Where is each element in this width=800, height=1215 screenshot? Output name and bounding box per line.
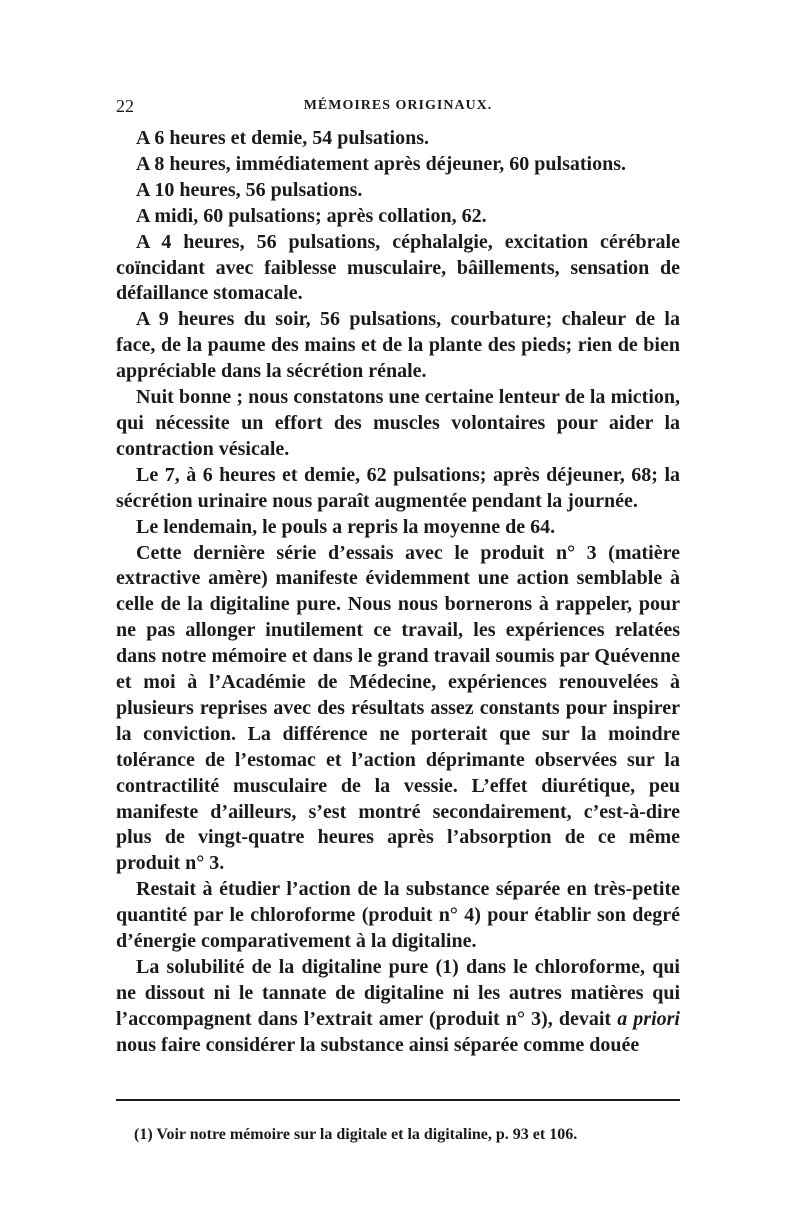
footnote-rule (116, 1099, 680, 1101)
paragraph: Le 7, à 6 heures et demie, 62 pulsations; après déjeuner, 68; la sécrétion urinaire nous paraît augmentée pendant la journée. (116, 463, 680, 512)
paragraph: A midi, 60 pulsations; après collation, 62. (136, 204, 487, 227)
paragraph-text: nous faire considérer la substance ainsi séparée comme douée (116, 1033, 640, 1056)
paragraph-text: La solubilité de la digitaline pure (1) dans le chloroforme, qui ne dissout ni le tannate de digitaline ni les autres matières qui l’accompagnent dans l’extrait amer (produit n° 3), devait (116, 956, 680, 1030)
paragraph: A 4 heures, 56 pulsations, céphalalgie, excitation cérébrale coïncidant avec faiblesse musculaire, bâillements, sensation de défaillance stomacale. (116, 230, 680, 305)
paragraph: A 10 heures, 56 pulsations. (136, 178, 363, 201)
page-number: 22 (116, 96, 134, 116)
paragraph: A 9 heures du soir, 56 pulsations, courbature; chaleur de la face, de la paume des mains et de la plante des pieds; rien de bien appréciable dans la sécrétion rénale. (116, 308, 680, 383)
italic-phrase: a priori (617, 1007, 680, 1030)
running-head: MÉMOIRES ORIGINAUX. (303, 98, 493, 113)
footnote: (1) Voir notre mémoire sur la digitale et la digitaline, p. 93 et 106. (134, 1126, 578, 1143)
paragraph: Nuit bonne ; nous constatons une certaine lenteur de la miction, qui nécessite un effort des muscles volontaires pour aider la contraction vésicale. (116, 386, 680, 460)
paragraph: Le lendemain, le pouls a repris la moyenne de 64. (136, 515, 556, 538)
body-text (116, 126, 680, 1059)
paragraph: A 6 heures et demie, 54 pulsations. (136, 127, 429, 149)
paragraph-last (116, 955, 680, 1059)
page (116, 96, 680, 1059)
paragraph: Restait à étudier l’action de la substance séparée en très-petite quantité par le chloroforme (produit n° 4) pour établir son degré d’énergie comparativement à la digitaline. (116, 878, 680, 953)
paragraph: Cette dernière série d’essais avec le produit n° 3 (matière extractive amère) manifeste évidemment une action semblable à celle de la digitaline pure. Nous nous bornerons à rappeler, pour ne pas allonger inutilement ce travail, les expériences relatées dans notre mémoire et dans le grand travail soumis par Quévenne et moi à l’Académie de Médecine, expériences renouvelées à plusieurs reprises avec des résultats assez constants pour inspirer la conviction. La différence ne porterait que sur la moindre tolérance de l’estomac et l’action déprimante observées sur la contractilité musculaire de la vessie. L’effet diurétique, peu manifeste d’ailleurs, s’est montré secondairement, c’est-à-dire plus de vingt-quatre heures après l’absorption de ce même produit n° 3. (116, 541, 680, 875)
paragraph: A 8 heures, immédiatement après déjeuner, 60 pulsations. (136, 152, 626, 175)
page-header (116, 96, 680, 126)
